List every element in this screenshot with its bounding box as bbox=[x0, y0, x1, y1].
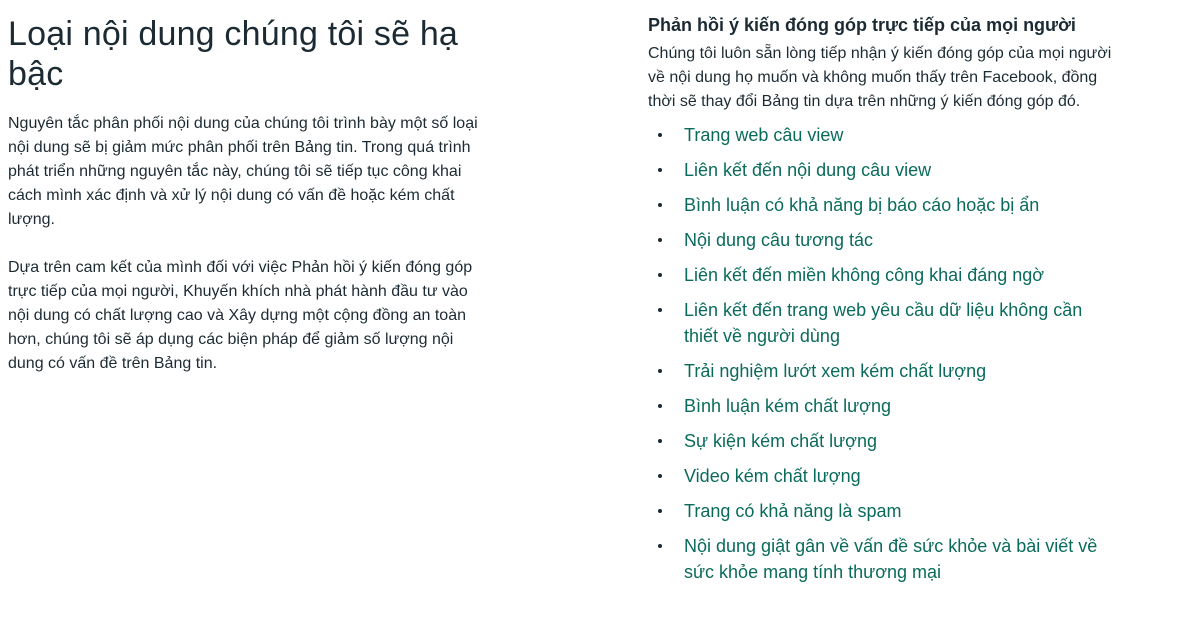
bullet-icon bbox=[658, 544, 662, 548]
link-item[interactable]: Video kém chất lượng bbox=[684, 466, 861, 486]
bullet-icon bbox=[658, 203, 662, 207]
list-item bbox=[648, 498, 1118, 524]
link-item[interactable]: Sự kiện kém chất lượng bbox=[684, 431, 877, 451]
bullet-icon bbox=[658, 404, 662, 408]
bullet-icon bbox=[658, 238, 662, 242]
link-item[interactable]: Nội dung giật gân về vấn đề sức khỏe và bài viết về sức khỏe mang tính thương mại bbox=[684, 536, 1098, 582]
list-item bbox=[648, 297, 1118, 349]
bullet-icon bbox=[658, 439, 662, 443]
list-item bbox=[648, 192, 1118, 218]
list-item bbox=[648, 428, 1118, 454]
list-item bbox=[648, 157, 1118, 183]
demoted-content-list bbox=[648, 122, 1118, 585]
section-title: Phản hồi ý kiến đóng góp trực tiếp của mọi người bbox=[648, 15, 1076, 35]
bullet-icon bbox=[658, 168, 662, 172]
bullet-icon bbox=[658, 273, 662, 277]
link-item[interactable]: Liên kết đến nội dung câu view bbox=[684, 160, 932, 180]
bullet-icon bbox=[658, 308, 662, 312]
bullet-icon bbox=[658, 369, 662, 373]
link-item[interactable]: Trải nghiệm lướt xem kém chất lượng bbox=[684, 361, 987, 381]
link-item[interactable]: Bình luận kém chất lượng bbox=[684, 396, 891, 416]
right-column bbox=[648, 12, 1118, 594]
bullet-icon bbox=[658, 509, 662, 513]
list-item bbox=[648, 227, 1118, 253]
link-item[interactable]: Nội dung câu tương tác bbox=[684, 230, 873, 250]
bullet-icon bbox=[658, 474, 662, 478]
bullet-icon bbox=[658, 133, 662, 137]
list-item bbox=[648, 122, 1118, 148]
link-item[interactable]: Trang web câu view bbox=[684, 125, 844, 145]
left-column bbox=[8, 14, 478, 400]
intro-paragraph-2: Dựa trên cam kết của mình đối với việc Phản hồi ý kiến đóng góp trực tiếp của mọi người, Khuyến khích nhà phát hành đầu tư vào nội dung có chất lượng cao và Xây dựng một cộng đồng an toàn hơn, chúng tôi sẽ áp dụng các biện pháp để giảm số lượng nội dung có vấn đề trên Bảng tin. bbox=[8, 259, 473, 372]
list-item bbox=[648, 533, 1118, 585]
link-item[interactable]: Trang có khả năng là spam bbox=[684, 501, 902, 521]
list-item bbox=[648, 463, 1118, 489]
intro-paragraph-1: Nguyên tắc phân phối nội dung của chúng tôi trình bày một số loại nội dung sẽ bị giảm mức phân phối trên Bảng tin. Trong quá trình phát triển những nguyên tắc này, chúng tôi sẽ tiếp tục công khai cách mình xác định và xử lý nội dung có vấn đề hoặc kém chất lượng. bbox=[8, 115, 478, 228]
link-item[interactable]: Liên kết đến trang web yêu cầu dữ liệu không cần thiết về người dùng bbox=[684, 300, 1083, 346]
link-item[interactable]: Liên kết đến miền không công khai đáng ngờ bbox=[684, 265, 1045, 285]
list-item bbox=[648, 393, 1118, 419]
list-item bbox=[648, 358, 1118, 384]
page-title: Loại nội dung chúng tôi sẽ hạ bậc bbox=[8, 15, 459, 93]
list-item bbox=[648, 262, 1118, 288]
link-item[interactable]: Bình luận có khả năng bị báo cáo hoặc bị ẩn bbox=[684, 195, 1040, 215]
section-intro: Chúng tôi luôn sẵn lòng tiếp nhận ý kiến đóng góp của mọi người về nội dung họ muốn và không muốn thấy trên Facebook, đồng thời sẽ thay đổi Bảng tin dựa trên những ý kiến đóng góp đó. bbox=[648, 45, 1112, 110]
